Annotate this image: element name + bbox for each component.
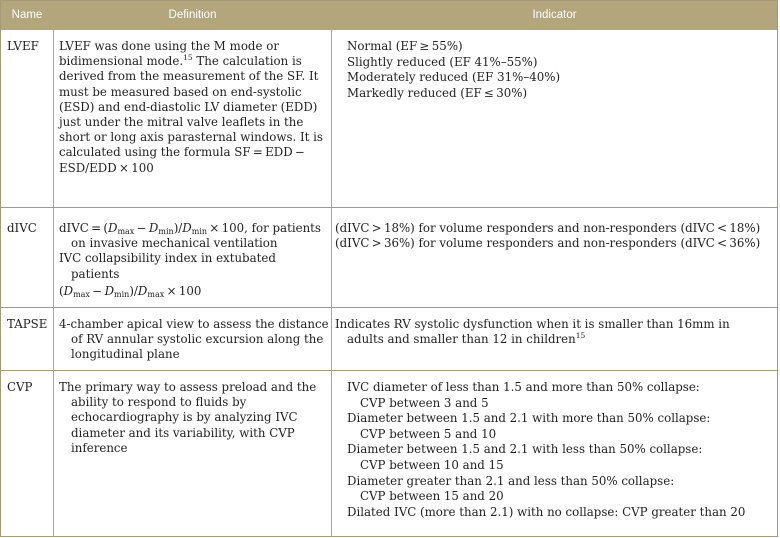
indicator-line: Moderately reduced (EF 31%–40%): [347, 70, 561, 85]
row-indicator-tapse: Indicates RV systolic dysfunction when it is smaller than 16mm in adults and smaller than 12 in children$^{15}$: [335, 317, 730, 347]
header-name: Name: [11, 9, 43, 21]
indicator-line: Markedly reduced (EF ≤ 30%): [347, 85, 528, 100]
indicator-line: Slightly reduced (EF 41%–55%): [347, 54, 538, 69]
cvp-condition: Diameter between 1.5 and 2.1 with less than 50% collapse:: [347, 442, 703, 457]
cvp-condition: Dilated IVC (more than 2.1) with no collapse: CVP greater than 20: [347, 504, 746, 519]
row-indicator-cvp: [347, 380, 767, 520]
cvp-result: CVP between 15 and 20: [360, 489, 504, 504]
cvp-result: CVP between 3 and 5: [360, 395, 489, 410]
row-divider: [1, 370, 777, 371]
row-indicator-lvef: [347, 39, 560, 101]
cvp-condition: Diameter between 1.5 and 2.1 with more than 50% collapse:: [347, 411, 711, 426]
definition-text: LVEF was done using the M mode or bidimensional mode.: [59, 39, 279, 69]
indicator-line: Normal (EF ≥ 55%): [347, 39, 463, 53]
header-definition: Definition: [168, 9, 217, 21]
divc-collapsibility-label: IVC collapsibility index in extubated patients: [59, 251, 276, 281]
row-name-lvef: LVEF: [7, 39, 39, 53]
divc-formula-extubated: $(D_{max} - D_{min})/D_{max} \times 100$: [59, 283, 202, 299]
reference-mark: 15: [183, 53, 193, 63]
row-definition-lvef: [59, 39, 327, 176]
table-header: [1, 1, 777, 30]
row-divider: [1, 307, 777, 308]
row-name-tapse: TAPSE: [7, 317, 48, 331]
divc-formula-ventilated: dIVC = $(D_{max} - D_{min})/D_{min} \times 100$, for patients on invasive mechanical ventilation: [59, 221, 321, 251]
row-definition-cvp: The primary way to assess preload and the ability to respond to fluids by echocardiography is by analyzing IVC diameter and its variability, with CVP inference: [59, 380, 317, 455]
cvp-result: CVP between 5 and 10: [360, 426, 497, 441]
cvp-result: CVP between 10 and 15: [360, 457, 504, 472]
column-divider: [53, 1, 54, 537]
column-divider: [331, 1, 332, 537]
indicator-line: (dIVC > 36%) for volume responders and non-responders (dIVC < 36%): [335, 236, 761, 251]
indicator-line: (dIVC > 18%) for volume responders and non-responders (dIVC < 18%): [335, 221, 761, 235]
definition-text: The calculation is derived from the measurement of the SF. It must be measured based on end-systolic (ESD) and end-diastolic LV diameter (EDD) just under the mitral valve leaflets in the short or long axis parasternal windows. It is calculated using the formula SF = EDD − ESD/EDD × 100: [59, 54, 323, 175]
cvp-condition: IVC diameter of less than 1.5 and more than 50% collapse:: [347, 380, 700, 394]
header-indicator: Indicator: [532, 9, 577, 21]
row-name-cvp: CVP: [7, 380, 33, 394]
cvp-condition: Diameter greater than 2.1 and less than 50% collapse:: [347, 473, 675, 488]
row-definition-divc: [59, 221, 327, 299]
row-name-divc: dIVC: [7, 221, 37, 235]
row-divider: [1, 207, 777, 208]
reference-mark: 15: [575, 331, 586, 341]
row-definition-tapse: 4-chamber apical view to assess the distance of RV annular systolic excursion along the longitudinal plane: [59, 317, 329, 362]
row-indicator-divc: [335, 221, 775, 251]
